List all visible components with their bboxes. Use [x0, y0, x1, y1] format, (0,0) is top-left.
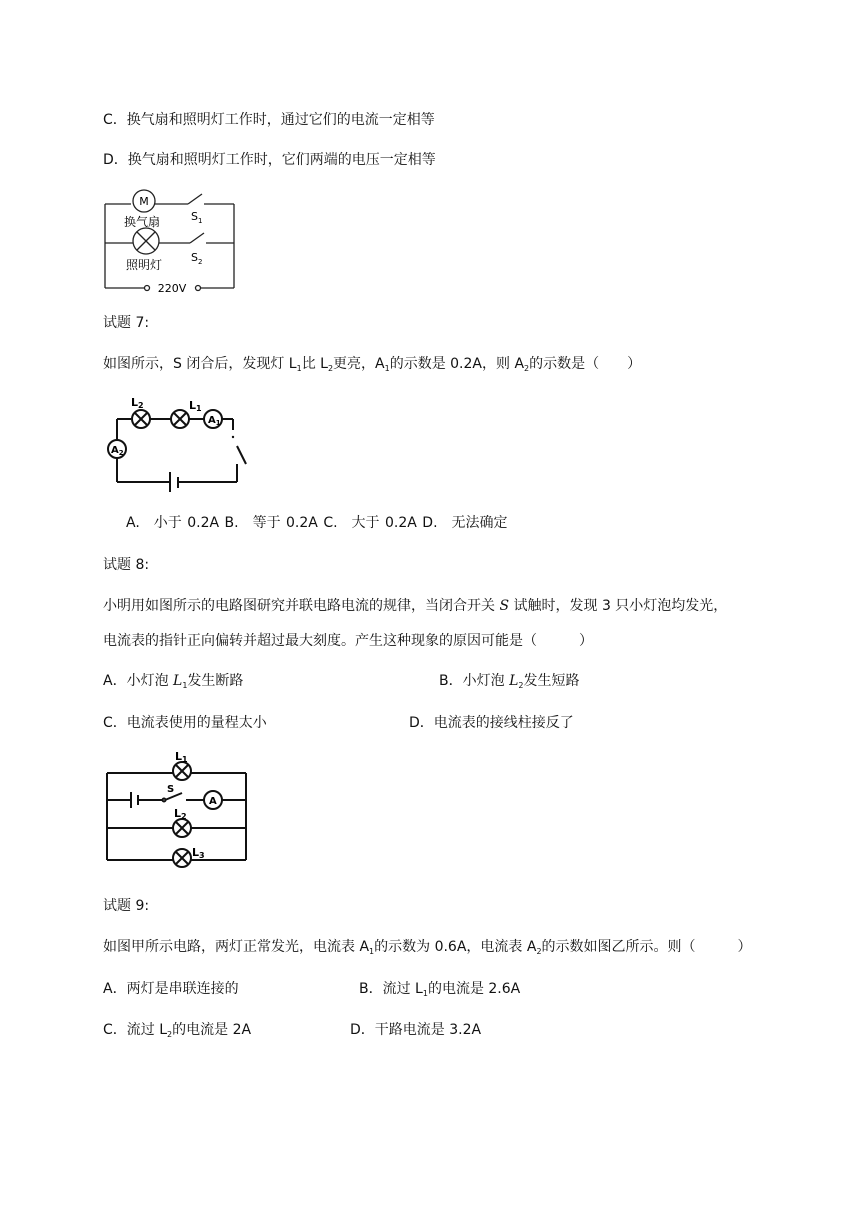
q7-circuit-diagram	[100, 392, 255, 492]
q7-options: A. 小于 0.2A B. 等于 0.2A C. 大于 0.2A D. 无法确定	[126, 515, 508, 531]
q7-stem: 如图所示，S 闭合后，发现灯 $L_1$比 $L_2$更亮，$A_1$的示数是 0.2A，则 $A_2$的示数是（ ）	[103, 356, 642, 373]
a1-label: $A_1$	[208, 415, 221, 427]
motor-symbol: M	[139, 195, 149, 208]
q9-option-c: C．流过 $L_2$的电流是 2A	[103, 1022, 252, 1039]
q6-option-d: D．换气扇和照明灯工作时，它们两端的电压一定相等	[103, 152, 436, 168]
l2-label: L2	[174, 807, 187, 821]
q9-option-d: D．干路电流是 3.2A	[350, 1022, 482, 1038]
q6-circuit-diagram	[100, 184, 240, 296]
switch-s2-icon	[190, 233, 204, 243]
fan-label: 换气扇	[124, 215, 161, 229]
lamp-label: 照明灯	[126, 258, 163, 272]
q8-circuit-diagram	[100, 750, 255, 862]
q8-option-a: A．小灯泡 $L_1$发生断路	[103, 673, 244, 690]
q8-option-b: B．小灯泡 $L_2$发生短路	[439, 673, 580, 690]
s-label: S	[167, 784, 175, 795]
a2-label: $A_2$	[111, 445, 124, 457]
a-label: A	[209, 796, 217, 807]
q6-option-c: C．换气扇和照明灯工作时，通过它们的电流一定相等	[103, 112, 435, 128]
q8-option-c: C．电流表使用的量程太小	[103, 715, 267, 731]
q9-option-b: B．流过 $L_1$的电流是 2.6A	[359, 981, 521, 998]
l2-label: L2	[131, 396, 144, 410]
q8-option-d: D．电流表的接线柱接反了	[409, 715, 574, 731]
q9-title: 试题 9:	[103, 898, 150, 914]
q9-option-a: A．两灯是串联连接的	[103, 981, 239, 997]
switch-s1-icon	[188, 194, 202, 204]
q7-title: 试题 7:	[103, 315, 150, 331]
s1-label: $S_1$	[191, 210, 203, 225]
l3-label: L3	[192, 846, 205, 860]
l1-label: L1	[175, 750, 188, 764]
s2-label: $S_2$	[191, 251, 203, 266]
q8-title: 试题 8:	[103, 557, 150, 573]
q8-stem-line2: 电流表的指针正向偏转并超过最大刻度。产生这种现象的原因可能是（ ）	[103, 633, 593, 649]
switch-icon	[237, 446, 246, 464]
voltage-label: 220V	[157, 282, 187, 295]
l1-label: L1	[189, 399, 202, 413]
q8-stem-line1: 小明用如图所示的电路图研究并联电路电流的规律，当闭合开关 S 试触时，发现 3 只小灯泡均发光，	[103, 598, 728, 614]
q9-stem: 如图甲所示电路，两灯正常发光，电流表 $A_1$的示数为 0.6A，电流表 $A_2$的示数如图乙所示。则（ ）	[103, 939, 752, 956]
